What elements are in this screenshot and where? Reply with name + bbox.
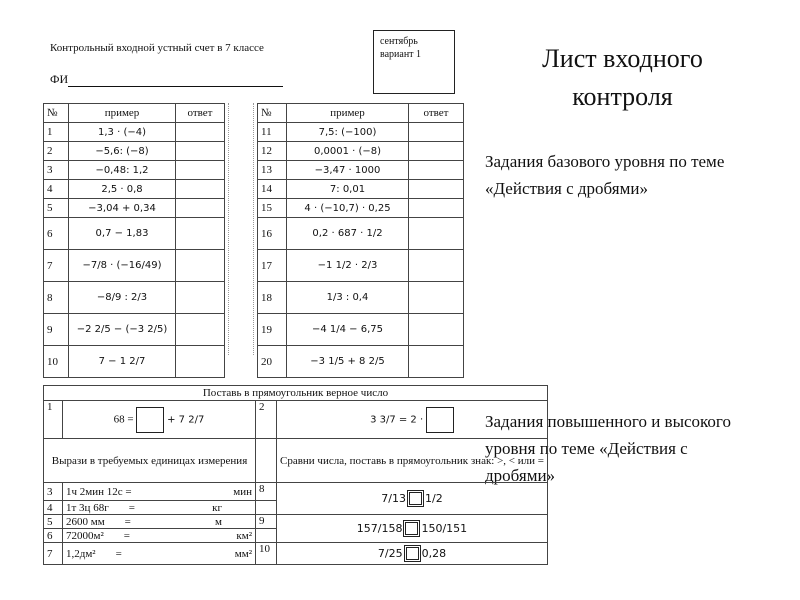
task-2 [277,401,548,439]
compare-task [277,543,548,565]
convert-value: 1,2дм² [66,547,96,560]
answer-cell[interactable] [176,282,225,314]
answer-cell[interactable] [409,199,464,218]
convert-value: 72000м² [66,529,104,542]
example: 7: 0,01 [287,180,409,199]
row-number: 16 [258,218,287,250]
row-number: 14 [258,180,287,199]
convert-value: 1ч 2мин 12с = [66,485,132,498]
example: −2 2/5 − (−3 2/5) [69,314,176,346]
task-number: 8 [256,483,277,501]
col-example-header: пример [69,104,176,123]
answer-cell[interactable] [176,250,225,282]
example: −8/9 : 2/3 [69,282,176,314]
col-answer-header: ответ [176,104,225,123]
row-number: 9 [44,314,69,346]
convert-task [63,501,256,515]
compare-b: 1/2 [424,491,443,505]
name-line [68,75,283,87]
row-number: 15 [258,199,287,218]
answer-cell[interactable] [176,180,225,199]
answer-cell[interactable] [409,142,464,161]
examples-table-right [257,103,464,378]
equals-sign: = [115,547,122,560]
basic-level-description: Задания базового уровня по теме «Действия с дробями» [485,152,725,198]
compare-a: 7/25 [377,546,403,560]
answer-cell[interactable] [409,346,464,378]
convert-unit: мин [233,485,252,498]
tear-line [228,103,254,355]
example: −0,48: 1,2 [69,161,176,180]
fill-number-heading: Поставь в прямоугольник верное число [44,386,548,401]
answer-cell[interactable] [176,199,225,218]
example: 1,3 · (−4) [69,123,176,142]
answer-cell[interactable] [409,250,464,282]
compare-sign-box[interactable] [405,522,418,535]
example: 4 · (−10,7) · 0,25 [287,199,409,218]
row-number: 4 [44,180,69,199]
answer-cell[interactable] [176,218,225,250]
name-field [50,72,283,87]
convert-unit: кг [212,501,222,514]
compare-a: 7/13 [381,491,406,505]
task-number: 2 [256,401,277,439]
example: 7,5: (−100) [287,123,409,142]
answer-cell[interactable] [409,180,464,199]
task-number: 10 [256,543,277,565]
compare-b: 150/151 [421,521,468,535]
task-number: 4 [44,501,63,515]
compare-heading: Сравни числа, поставь в прямоугольник знак: >, < или = [277,439,548,483]
convert-value: 2600 мм [66,515,105,528]
row-number: 17 [258,250,287,282]
task-number: 7 [44,543,63,565]
worksheet-title: Контрольный входной устный счет в 7 классе [50,42,264,54]
task-number: 9 [256,515,277,529]
answer-cell[interactable] [409,161,464,180]
row-number: 1 [44,123,69,142]
example: 0,2 · 687 · 1/2 [287,218,409,250]
convert-unit: мм² [234,547,252,560]
example: 0,7 − 1,83 [69,218,176,250]
example: −7/8 · (−16/49) [69,250,176,282]
row-number: 19 [258,314,287,346]
row-number: 3 [44,161,69,180]
answer-cell[interactable] [176,161,225,180]
slide-title: Лист входного контроля [542,44,703,111]
convert-value: 1т 3ц 68г [66,501,109,514]
row-number: 8 [44,282,69,314]
convert-task [63,529,256,543]
row-number: 11 [258,123,287,142]
compare-sign-box[interactable] [406,547,419,560]
col-example-header: пример [287,104,409,123]
compare-task [277,515,548,543]
row-number: 18 [258,282,287,314]
examples-table-left [43,103,225,378]
row-number: 12 [258,142,287,161]
equals-sign: = [124,515,131,528]
example: −3,47 · 1000 [287,161,409,180]
row-number: 20 [258,346,287,378]
row-number: 13 [258,161,287,180]
task-number: 3 [44,483,63,501]
col-number-header: № [44,104,69,123]
answer-cell[interactable] [176,123,225,142]
row-number: 10 [44,346,69,378]
compare-a: 157/158 [356,521,403,535]
advanced-tasks-table [43,385,548,565]
example: −1 1/2 · 2/3 [287,250,409,282]
convert-unit: км² [236,529,252,542]
example: 1/3 : 0,4 [287,282,409,314]
compare-b: 0,28 [421,546,447,560]
row-number: 2 [44,142,69,161]
task-number: 1 [44,401,63,439]
task-1-right: + 7 2/7 [167,414,205,426]
convert-task [63,543,256,565]
convert-heading: Вырази в требуемых единицах измерения [44,439,256,483]
example: 0,0001 · (−8) [287,142,409,161]
answer-box[interactable] [136,407,164,433]
convert-unit: м [215,515,222,528]
task-2-left: 3 3/7 = 2 · [370,414,424,426]
task-1 [63,401,256,439]
equals-sign: = [123,529,130,542]
answer-cell[interactable] [176,346,225,378]
answer-cell[interactable] [409,314,464,346]
fi-label: ФИ [50,72,69,86]
example: −5,6: (−8) [69,142,176,161]
answer-cell[interactable] [409,123,464,142]
variant-label: вариант 1 [380,49,422,60]
example: 7 − 1 2/7 [69,346,176,378]
answer-cell[interactable] [409,282,464,314]
task-number: 5 [44,515,63,529]
example: −4 1/4 − 6,75 [287,314,409,346]
equals-sign: = [128,501,135,514]
row-number: 7 [44,250,69,282]
compare-task [277,483,548,515]
row-number: 6 [44,218,69,250]
variant-box [373,30,455,94]
example: 2,5 · 0,8 [69,180,176,199]
row-number: 5 [44,199,69,218]
col-number-header: № [258,104,287,123]
convert-task [63,515,256,529]
example: −3 1/5 + 8 2/5 [287,346,409,378]
answer-cell[interactable] [176,314,225,346]
answer-cell[interactable] [176,142,225,161]
advanced-level-description: Задания повышенного и высокого уровня по теме «Действия с дробями» [485,412,731,485]
col-answer-header: ответ [409,104,464,123]
convert-task [63,483,256,501]
task-1-left: 68 = [113,413,134,426]
compare-sign-box[interactable] [409,492,422,505]
answer-cell[interactable] [409,218,464,250]
month-label: сентябрь [380,36,418,47]
example: −3,04 + 0,34 [69,199,176,218]
task-number: 6 [44,529,63,543]
answer-box[interactable] [426,407,454,433]
